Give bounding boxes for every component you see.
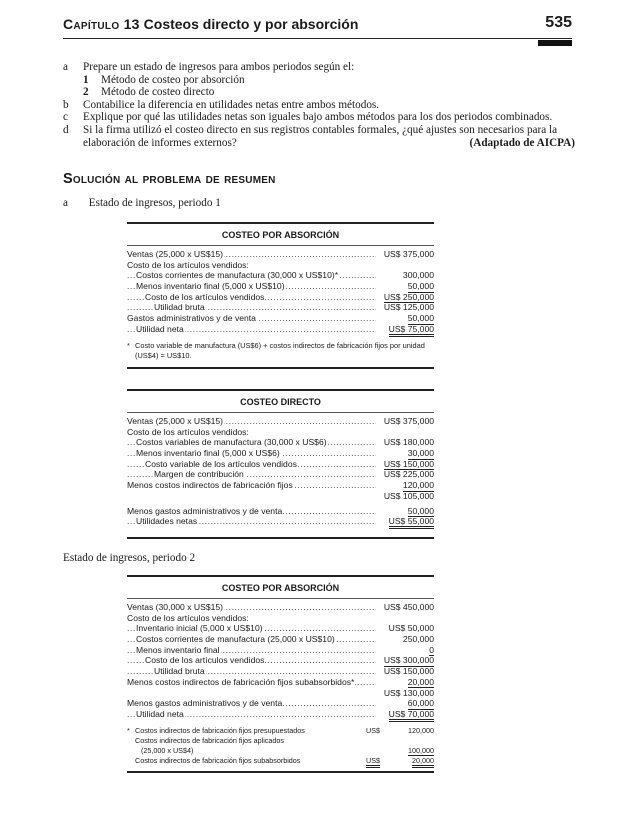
statement-line: Margen de contribución ..... US$ 225,000 bbox=[127, 469, 434, 480]
statement-line: Menos costos indirectos de fabricación fijos subabsorbidos* ..... 20,000 bbox=[127, 677, 434, 688]
question-a bbox=[63, 61, 575, 74]
question-text-cont: elaboración de informes externos? bbox=[83, 136, 237, 149]
page-number: 535 bbox=[545, 14, 572, 31]
statement-line: Menos inventario final (5,000 x US$10) ..... 50,000 bbox=[127, 281, 434, 292]
question-letter: b bbox=[63, 98, 69, 111]
statement-line: Gastos administrativos y de venta ..... 50,000 bbox=[127, 313, 434, 324]
statement-line: Menos inventario final ..... 0 bbox=[127, 645, 434, 656]
period-2-heading: Estado de ingresos, periodo 2 bbox=[63, 552, 196, 564]
question-a-item-1 bbox=[63, 74, 575, 87]
question-text: Explique por qué las utilidades netas son iguales bajo ambos métodos para los dos periodos combinados. bbox=[83, 111, 553, 124]
question-b bbox=[63, 99, 575, 112]
statement-title: COSTEO POR ABSORCIÓN bbox=[221, 230, 340, 240]
question-letter: d bbox=[63, 123, 69, 136]
item-number: 2 bbox=[83, 86, 89, 99]
question-a-item-2 bbox=[63, 86, 575, 99]
statement-line: Costo variable de los artículos vendidos ..... US$ 150,000 bbox=[127, 459, 434, 470]
part-letter: a bbox=[63, 197, 68, 209]
question-d bbox=[63, 124, 575, 149]
question-text: Prepare un estado de ingresos para ambos periodos según el: bbox=[83, 61, 355, 73]
statement-line: Utilidad neta ..... US$ 75,000 bbox=[127, 324, 434, 335]
income-statement-direct-period-1 bbox=[127, 389, 434, 539]
statement-line: Costos corrientes de manufactura (30,000 x US$10)* ..... 300,000 bbox=[127, 270, 434, 281]
statement-line: Costo de los artículos vendidos ..... US$ 250,000 bbox=[127, 292, 434, 303]
question-c bbox=[63, 111, 575, 124]
statement-line: Inventario inicial (5,000 x US$10) ..... US$ 50,000 bbox=[127, 623, 434, 634]
footnote-line: Costos indirectos de fabricación fijos aplicados bbox=[135, 735, 285, 745]
statement-line: Utilidades netas ..... US$ 55,000 bbox=[127, 516, 434, 527]
footnote-line: Costos indirectos de fabricación fijos presupuestados US$ 120,000 bbox=[135, 725, 434, 735]
question-letter: c bbox=[63, 111, 68, 124]
statement-line: Costos corrientes de manufactura (25,000 x US$10) ..... 250,000 bbox=[127, 634, 434, 645]
statement-line: Utilidad bruta ..... US$ 125,000 bbox=[127, 302, 434, 313]
footnote-line: (25,000 x US$4) 100,000 bbox=[141, 745, 434, 755]
statement-line: Utilidad neta ..... US$ 70,000 bbox=[127, 709, 434, 720]
statement-line: Costo de los artículos vendidos: bbox=[127, 259, 249, 270]
item-text: Método de costeo directo bbox=[101, 86, 215, 99]
section-title: Solución al problema de resumen bbox=[63, 171, 276, 187]
statement-footnote: * Costo variable de manufactura (US$6) + costos indirectos de fabricación fijos por unidad (US$4) = US$10. bbox=[127, 340, 425, 360]
statement-line: Costo de los artículos vendidos: bbox=[127, 426, 249, 437]
source-credit: (Adaptado de AICPA) bbox=[469, 136, 575, 149]
statement-title: COSTEO DIRECTO bbox=[240, 397, 321, 407]
income-statement-absorption-period-2 bbox=[127, 575, 434, 773]
statement-line: Costos variables de manufactura (30,000 x US$6) ..... US$ 180,000 bbox=[127, 437, 434, 448]
header-tab-mark bbox=[538, 40, 572, 46]
item-number: 1 bbox=[83, 73, 89, 86]
statement-line: Costo de los artículos vendidos: bbox=[127, 612, 249, 623]
question-text: Contabilice la diferencia en utilidades netas entre ambos métodos. bbox=[83, 98, 380, 111]
chapter-name: Costeos directo y por absorción bbox=[143, 16, 359, 32]
statement-title: COSTEO POR ABSORCIÓN bbox=[221, 583, 340, 593]
statement-line: Costo de los artículos vendidos ..... US$ 300,000 bbox=[127, 655, 434, 666]
chapter-label: Capítulo 13 bbox=[63, 16, 140, 32]
statement-line: Utilidad bruta ..... US$ 150,000 bbox=[127, 666, 434, 677]
statement-line: US$ 130,000 bbox=[127, 688, 434, 699]
item-text: Método de costeo por absorción bbox=[101, 73, 245, 86]
part-a-heading bbox=[63, 197, 221, 209]
statement-line: Ventas (30,000 x US$15) ..... US$ 450,000 bbox=[127, 602, 434, 613]
statement-line: Ventas (25,000 x US$15) ..... US$ 375,000 bbox=[127, 416, 434, 427]
statement-line: Menos costos indirectos de fabricación fijos ..... 120,000 bbox=[127, 480, 434, 491]
statement-footnote: * Costos indirectos de fabricación fijos presupuestados US$ 120,000 Costos indirectos de fabricación fijos aplicados (25,000 x US$4) 100,000 Costos indirectos de fabricación fijos subabsorbidos US$ 20,000 bbox=[127, 726, 434, 766]
header-rule bbox=[63, 38, 572, 39]
question-text: Si la firma utilizó el costeo directo en sus registros contables formales, ¿qué ajustes son necesarios para la bbox=[83, 123, 558, 136]
running-header bbox=[63, 14, 572, 40]
statement-line: Menos gastos administrativos y de venta ..... 50,000 bbox=[127, 506, 434, 517]
income-statement-absorption-period-1 bbox=[127, 222, 434, 369]
statement-line: Menos inventario final (5,000 x US$6) ..... 30,000 bbox=[127, 448, 434, 459]
footnote-line: Costos indirectos de fabricación fijos subabsorbidos US$ 20,000 bbox=[135, 756, 434, 766]
statement-line: US$ 105,000 bbox=[127, 491, 434, 502]
statement-line: Menos gastos administrativos y de venta ..... 60,000 bbox=[127, 698, 434, 709]
question-list bbox=[63, 61, 575, 149]
question-letter: a bbox=[63, 61, 68, 73]
part-text: Estado de ingresos, periodo 1 bbox=[88, 197, 221, 209]
statement-line: Ventas (25,000 x US$15) ..... US$ 375,000 bbox=[127, 249, 434, 260]
chapter-title bbox=[63, 16, 358, 32]
